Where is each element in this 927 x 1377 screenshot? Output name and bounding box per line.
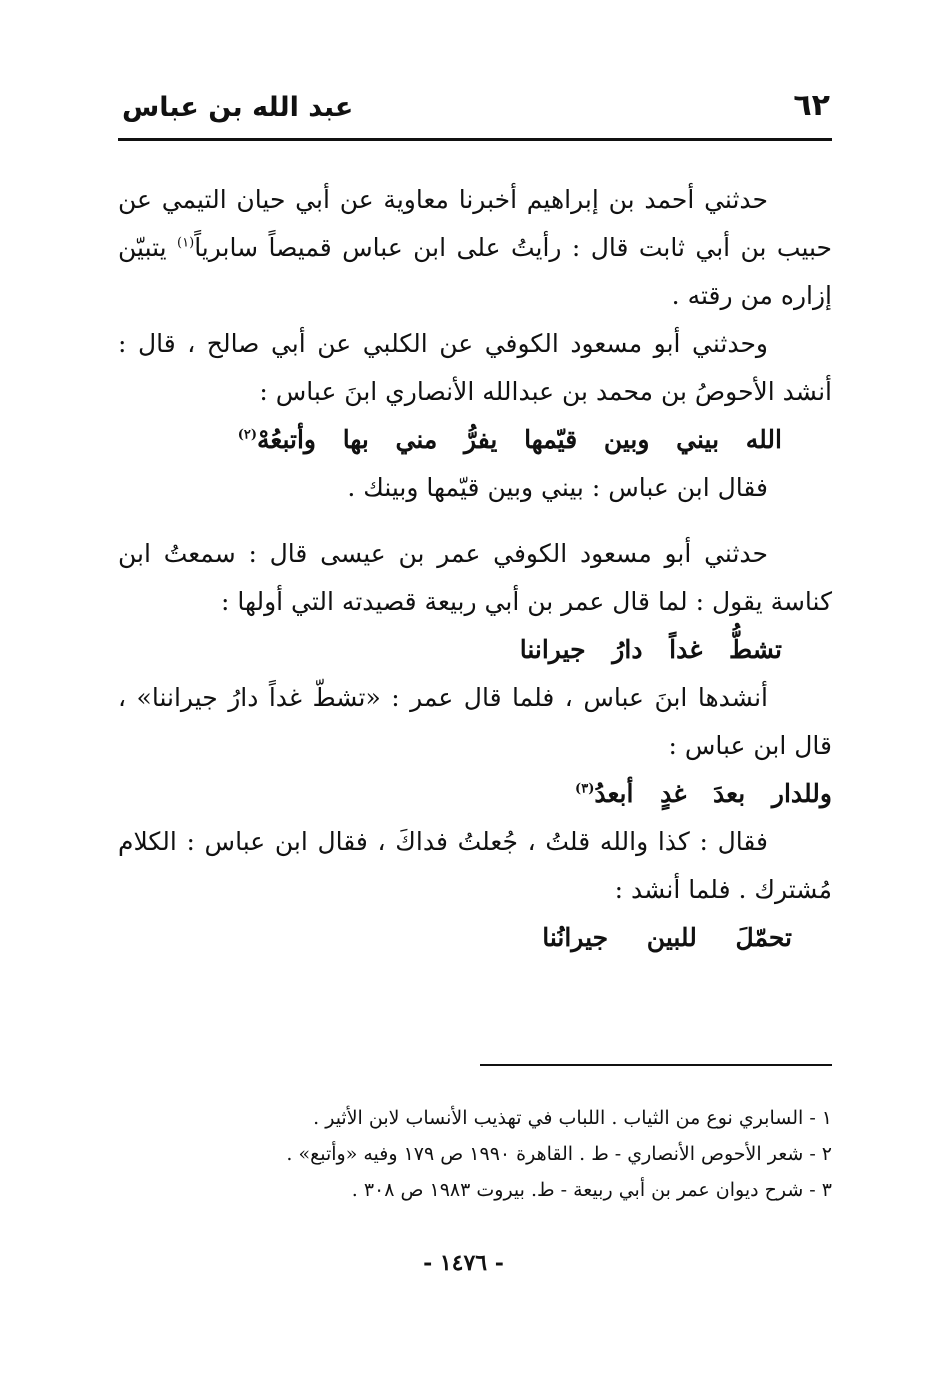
verse-4: تحمّلَ للبين جيرانُنا	[542, 923, 792, 952]
paragraph-gap	[118, 512, 832, 530]
paragraph-1	[118, 176, 832, 320]
page-number-bottom: - ١٤٧٦ -	[423, 1250, 504, 1276]
footnotes	[118, 1100, 832, 1208]
page-header	[118, 86, 830, 138]
running-title: عبد الله بن عباس	[122, 92, 354, 123]
main-text	[118, 176, 832, 962]
paragraph-2: وحدثني أبو مسعود الكوفي عن الكلبي عن أبي صالح ، قال : أنشد الأحوصُ بن محمد بن عبدالله الأنصاري ابنَ عباس :	[118, 329, 832, 406]
footnote-rule	[480, 1064, 832, 1066]
verse-1-text: الله بيني وبين قيّمها يفرُّ مني بها وأتبعُهْ	[257, 425, 782, 454]
verse-1	[118, 416, 832, 464]
footnote-3: ٣ - شرح ديوان عمر بن أبي ربيعة - ط. بيروت ١٩٨٣ ص ٣٠٨ .	[351, 1179, 832, 1201]
paragraph-5: أنشدها ابنَ عباس ، فلما قال عمر : «تشطّ غداً دارُ جيراننا» ، قال ابن عباس :	[118, 683, 832, 760]
footnote-1: ١ - السابري نوع من الثياب . اللباب في تهذيب الأنساب لابن الأثير .	[313, 1107, 832, 1129]
paragraph-6: فقال : كذا والله قلتُ ، جُعلتُ فداكَ ، فقال ابن عباس : الكلام مُشترك . فلما أنشد :	[118, 827, 832, 904]
paragraph-1-text: حدثني أحمد بن إبراهيم أخبرنا معاوية عن أبي حيان التيمي عن حبيب بن أبي ثابت قال : رأيتُ على ابن عباس قميصاً سابرياً	[118, 185, 832, 262]
footnote-ref-2: (٢)	[237, 427, 257, 443]
paragraph-3: فقال ابن عباس : بيني وبين قيّمها وبينك .	[347, 473, 768, 502]
paragraph-1-tail: يتبيّن إزاره من رقته .	[118, 233, 832, 310]
page-number-top: ٦٢	[793, 88, 830, 123]
verse-3-text: وللدار بعدَ غدٍ أبعدُ	[594, 779, 832, 808]
verse-2: تشطُّ غداً دارُ جيراننا	[519, 635, 782, 664]
footnote-ref-3: (٣)	[575, 781, 595, 797]
paragraph-4: حدثني أبو مسعود الكوفي عمر بن عيسى قال : سمعتُ ابن كناسة يقول : لما قال عمر بن أبي ربيعة قصيدته التي أولها :	[118, 539, 832, 616]
verse-3	[118, 770, 832, 818]
header-rule	[118, 138, 832, 141]
footnote-ref-1: (١)	[177, 235, 195, 251]
footnote-2: ٢ - شعر الأحوص الأنصاري - ط . القاهرة ١٩٩٠ ص ١٧٩ وفيه «وأتبع» .	[286, 1143, 832, 1165]
